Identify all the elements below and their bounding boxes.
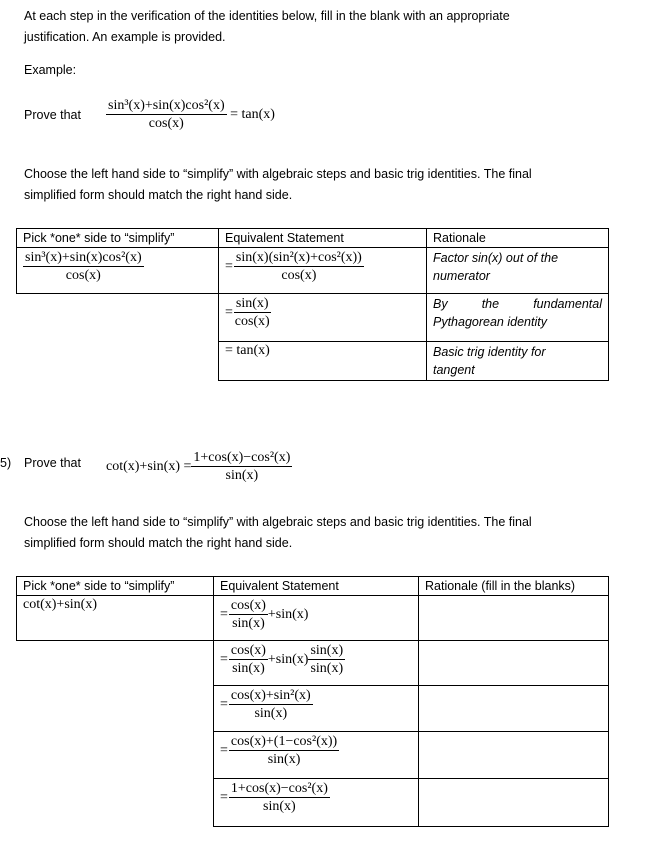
example-lhs-numerator: sin³(x)+sin(x)cos²(x) (108, 98, 225, 113)
equals-sign: = (220, 607, 228, 622)
equals-sign: = (225, 305, 233, 320)
problem5-prove-label: Prove that (24, 456, 81, 470)
step-numerator: 1+cos(x)−cos²(x) (230, 781, 328, 796)
rationale-blank[interactable] (419, 686, 609, 732)
step-numerator: cos(x) (230, 643, 266, 658)
step-expression: = tan(x) (219, 342, 427, 381)
step-denominator: sin(x) (267, 752, 301, 767)
step-numerator: sin(x) (235, 296, 269, 311)
step-denominator: sin(x) (232, 616, 265, 631)
start-numerator: sin³(x)+sin(x)cos²(x) (25, 250, 142, 265)
step-middle: +sin(x) (267, 652, 309, 668)
example-lhs-denominator: cos(x) (148, 116, 184, 131)
problem5-rhs-denominator: sin(x) (225, 468, 259, 483)
intro-line-2: justification. An example is provided. (24, 30, 226, 44)
example-label: Example: (24, 63, 77, 77)
step-denominator: sin(x) (232, 661, 265, 676)
start-denominator: cos(x) (65, 268, 101, 283)
step-denominator: sin(x) (263, 799, 296, 814)
rationale-text: numerator (433, 269, 490, 283)
equals-sign: = (220, 697, 228, 712)
step-numerator: sin(x) (310, 643, 344, 658)
step-numerator: cos(x)+(1−cos²(x)) (230, 734, 338, 749)
example-identity (106, 97, 275, 133)
equals-sign: = (220, 652, 228, 667)
rationale-text: Basic trig identity for (433, 345, 546, 359)
example-rhs: = tan(x) (230, 107, 275, 123)
problem5-instructions-1: Choose the left hand side to “simplify” with algebraic steps and basic trig identities. The final (24, 515, 532, 529)
rationale-blank[interactable] (419, 779, 609, 827)
step-denominator: sin(x) (310, 661, 344, 676)
start-expression (23, 249, 144, 285)
step-denominator: sin(x) (254, 706, 288, 721)
header-pick-side: Pick *one* side to “simplify” (17, 577, 214, 596)
equals-sign: = (225, 259, 233, 274)
equals-sign: = (220, 790, 228, 805)
header-pick-side: Pick *one* side to “simplify” (17, 229, 219, 248)
example-instructions-1: Choose the left hand side to “simplify” with algebraic steps and basic trig identities. The final (24, 167, 532, 181)
problem5-rhs-numerator: 1+cos(x)−cos²(x) (193, 450, 291, 465)
step-numerator: sin(x)(sin²(x)+cos²(x)) (235, 250, 362, 265)
problem5-lhs: cot(x)+sin(x) = (106, 459, 192, 475)
problem-number: 5) (0, 456, 12, 470)
step-numerator: cos(x)+sin²(x) (230, 688, 311, 703)
example-table (16, 228, 609, 381)
intro-line-1: At each step in the verification of the identities below, fill in the blank with an appropriate (24, 9, 510, 23)
equals-sign: = (220, 743, 228, 758)
step-numerator: cos(x) (230, 598, 266, 613)
step-denominator: cos(x) (234, 314, 270, 329)
rationale-text: By the fundamental (433, 297, 602, 311)
header-equivalent-statement: Equivalent Statement (219, 229, 427, 248)
step-denominator: cos(x) (281, 268, 317, 283)
step-tail: +sin(x) (267, 607, 309, 623)
rationale-text: tangent (433, 363, 475, 377)
rationale-text: Pythagorean identity (433, 315, 547, 329)
header-equivalent-statement: Equivalent Statement (214, 577, 419, 596)
header-rationale: Rationale (fill in the blanks) (419, 577, 609, 596)
start-expression: cot(x)+sin(x) (17, 596, 214, 641)
rationale-blank[interactable] (419, 596, 609, 641)
rationale-text: Factor sin(x) out of the (433, 251, 559, 265)
rationale-blank[interactable] (419, 641, 609, 686)
rationale-blank[interactable] (419, 732, 609, 779)
example-prove-label: Prove that (24, 108, 81, 122)
example-instructions-2: simplified form should match the right hand side. (24, 188, 293, 202)
problem5-instructions-2: simplified form should match the right hand side. (24, 536, 293, 550)
problem5-table (16, 576, 609, 827)
problem5-identity (106, 449, 292, 485)
header-rationale: Rationale (427, 229, 609, 248)
